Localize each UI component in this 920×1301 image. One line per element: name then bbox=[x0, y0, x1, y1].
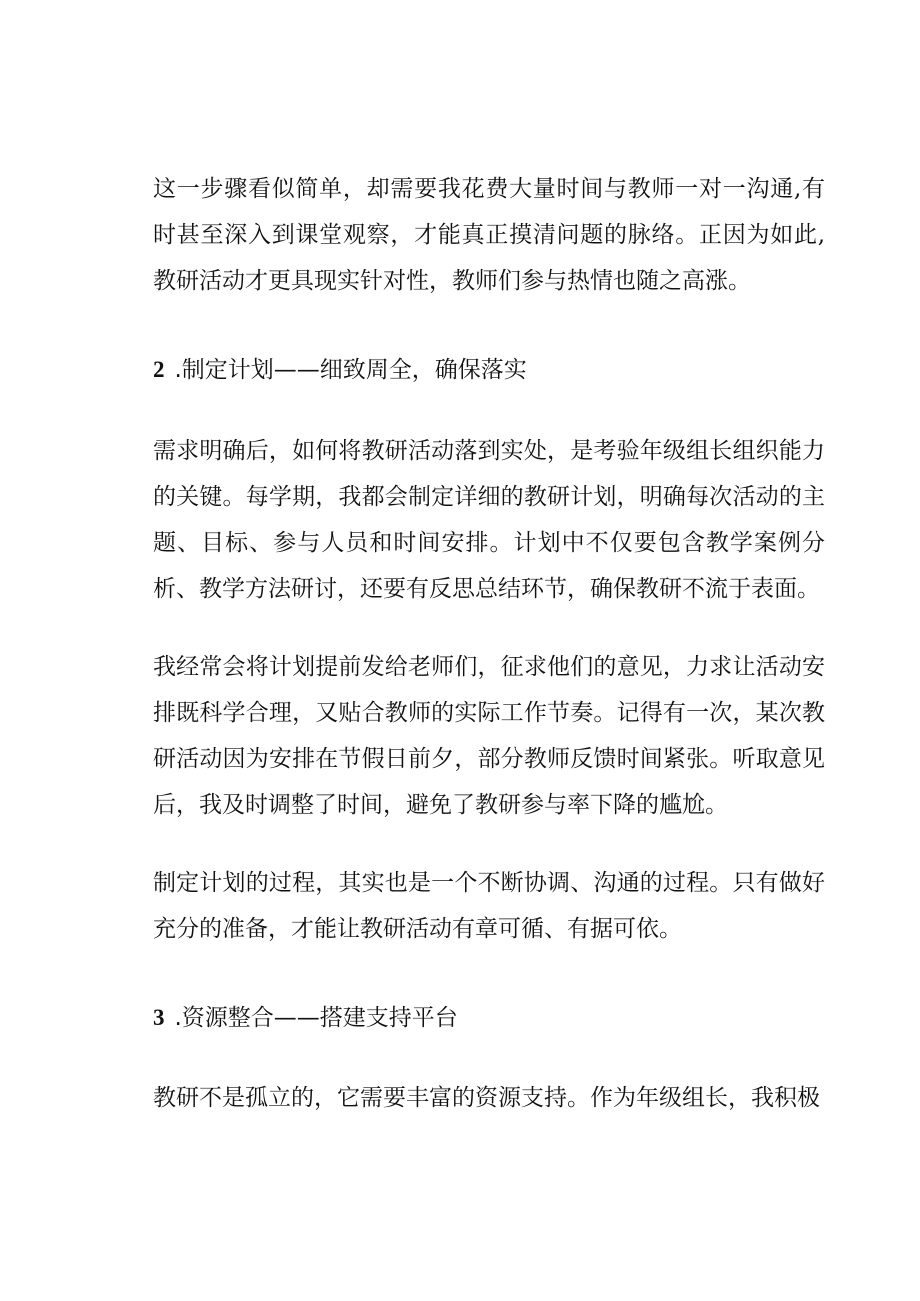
paragraph-intro: 这一步骤看似简单，却需要我花费大量时间与教师一对一沟通,有时甚至深入到课堂观察，才能真正摸清问题的脉络。正因为如此,教研活动才更具现实针对性，教师们参与热情也随之高涨。 bbox=[153, 176, 825, 294]
section-number: 2 bbox=[153, 357, 165, 382]
paragraph-feedback-example: 我经常会将计划提前发给老师们，征求他们的意见，力求让活动安排既科学合理，又贴合教师的实际工作节奏。记得有一次，某次教研活动因为安排在节假日前夕，部分教师反馈时间紧张。听取意见后，我及时调整了时间，避免了教研参与率下降的尴尬。 bbox=[153, 654, 825, 818]
section-title: .资源整合——搭建支持平台 bbox=[174, 1005, 458, 1031]
paragraph-resources: 教研不是孤立的，它需要丰富的资源支持。作为年级组长，我积极 bbox=[153, 1085, 820, 1111]
section-heading-3 bbox=[153, 1003, 825, 1033]
section-heading-2 bbox=[153, 355, 825, 385]
section-number: 3 bbox=[153, 1005, 165, 1030]
section-title: .制定计划——细致周全，确保落实 bbox=[174, 357, 527, 383]
paragraph-plan-summary: 制定计划的过程，其实也是一个不断协调、沟通的过程。只有做好充分的准备，才能让教研活动有章可循、有据可依。 bbox=[153, 870, 825, 942]
paragraph-plan-details: 需求明确后，如何将教研活动落到实处，是考验年级组长组织能力的关键。每学期，我都会制定详细的教研计划，明确每次活动的主题、目标、参与人员和时间安排。计划中不仅要包含教学案例分析、教学方法研讨，还要有反思总结环节，确保教研不流于表面。 bbox=[153, 438, 825, 602]
